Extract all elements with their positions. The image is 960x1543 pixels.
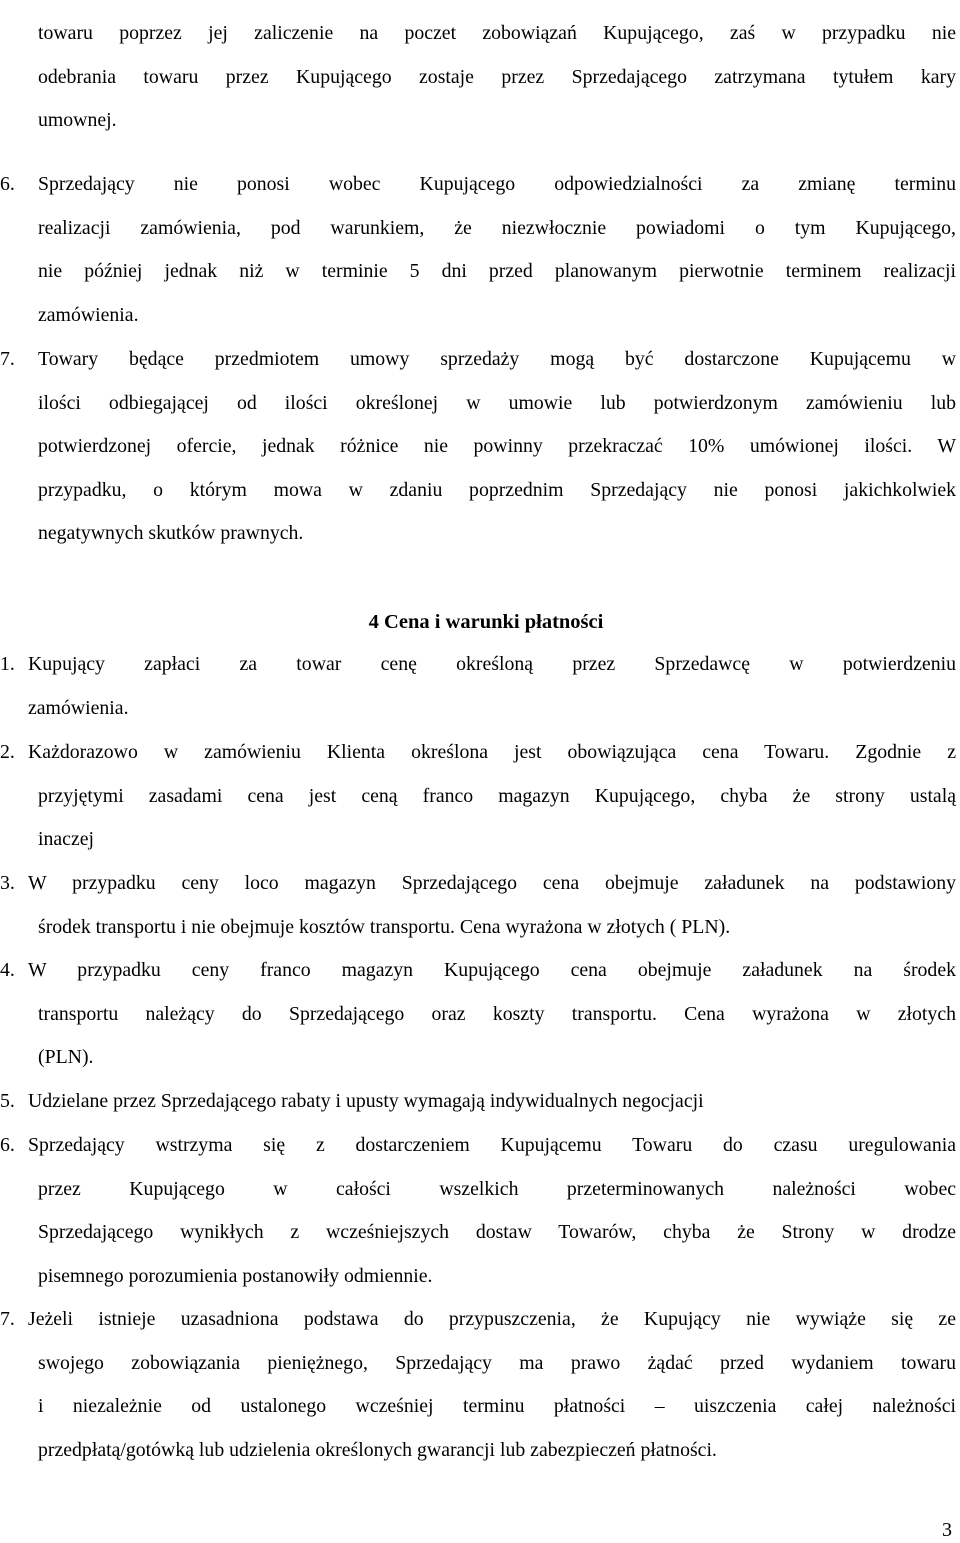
clause-4-2 — [0, 731, 956, 862]
clause-line: ilości odbiegającej od ilości określonej w umowie lub potwierdzonym zamówieniu lub — [38, 391, 956, 414]
clause-text: W przypadku ceny franco magazyn Kupującego cena obejmuje załadunek na środek — [28, 959, 956, 981]
clause-number: 3. — [0, 872, 15, 894]
section-heading-text: 4 Cena i warunki płatności — [368, 611, 604, 633]
clause-text: Sprzedający wstrzyma się z dostarczeniem Kupującemu Towaru do czasu uregulowania — [28, 1134, 956, 1156]
clause-number: 7. — [0, 348, 15, 370]
clause-text: Jeżeli istnieje uzasadniona podstawa do przypuszczenia, że Kupujący nie wywiąże się ze — [28, 1308, 956, 1330]
clause-line — [0, 163, 956, 207]
clause-line: Sprzedającego wynikłych z wcześniejszych dostaw Towarów, chyba że Strony w drodze — [38, 1221, 956, 1244]
continuation-paragraph — [38, 12, 956, 143]
clause-line — [0, 1298, 956, 1342]
clause-3-6 — [0, 163, 956, 337]
clause-line: przedpłatą/gotówką lub udzielenia określonych gwarancji lub zabezpieczeń płatności. — [38, 1438, 717, 1461]
paragraph-line: umownej. — [38, 109, 117, 132]
clause-4-3 — [0, 862, 956, 949]
clause-line: transportu należący do Sprzedającego oraz koszty transportu. Cena wyrażona w złotych — [38, 1002, 956, 1025]
clause-line — [0, 949, 956, 993]
clause-line — [0, 862, 956, 906]
clause-text: Udzielane przez Sprzedającego rabaty i upusty wymagają indywidualnych negocjacji — [28, 1090, 704, 1112]
clause-line — [0, 1080, 956, 1124]
clause-number: 2. — [0, 741, 15, 763]
clause-number: 1. — [0, 653, 15, 675]
clause-line: swojego zobowiązania pieniężnego, Sprzedający ma prawo żądać przed wydaniem towaru — [38, 1351, 956, 1374]
clause-3-7 — [0, 338, 956, 556]
clause-number: 6. — [0, 1134, 15, 1156]
clause-line: przypadku, o którym mowa w zdaniu poprzednim Sprzedający nie ponosi jakichkolwiek — [38, 478, 956, 501]
page-number: 3 — [942, 1519, 952, 1541]
clause-line: zamówienia. — [38, 303, 139, 326]
clause-line: środek transportu i nie obejmuje kosztów transportu. Cena wyrażona w złotych ( PLN). — [38, 915, 731, 938]
clause-line: pisemnego porozumienia postanowiły odmiennie. — [38, 1264, 433, 1287]
clause-line: przez Kupującego w całości wszelkich przeterminowanych należności wobec — [38, 1177, 956, 1200]
clause-number: 7. — [0, 1308, 15, 1330]
clause-line: potwierdzonej ofercie, jednak różnice nie powinny przekraczać 10% umówionej ilości. W — [38, 435, 956, 458]
clause-4-1 — [0, 643, 956, 730]
clause-line — [0, 1124, 956, 1168]
clause-line: (PLN). — [38, 1046, 94, 1069]
clause-4-6 — [0, 1124, 956, 1298]
paragraph-line: odebrania towaru przez Kupującego zostaje przez Sprzedającego zatrzymana tytułem kary — [38, 65, 956, 88]
clause-line: zamówienia. — [28, 696, 129, 719]
clause-number: 5. — [0, 1090, 15, 1112]
paragraph-line: towaru poprzez jej zaliczenie na poczet zobowiązań Kupującego, zaś w przypadku nie — [38, 22, 956, 44]
clause-line: nie później jednak niż w terminie 5 dni przed planowanym pierwotnie terminem realizacji — [38, 260, 956, 283]
clause-line: realizacji zamówienia, pod warunkiem, że niezwłocznie powiadomi o tym Kupującego, — [38, 216, 956, 239]
clause-line: i niezależnie od ustalonego wcześniej terminu płatności – uiszczenia całej należności — [38, 1395, 956, 1418]
clause-line — [0, 643, 956, 687]
clause-line: przyjętymi zasadami cena jest ceną franco magazyn Kupującego, chyba że strony ustalą — [38, 784, 956, 807]
clause-line — [0, 338, 956, 382]
clause-line: negatywnych skutków prawnych. — [38, 522, 304, 545]
clause-text: Kupujący zapłaci za towar cenę określoną przez Sprzedawcę w potwierdzeniu — [28, 653, 956, 675]
clause-text: Sprzedający nie ponosi wobec Kupującego odpowiedzialności za zmianę terminu — [38, 173, 956, 195]
clause-number: 6. — [0, 173, 15, 195]
clause-text: Każdorazowo w zamówieniu Klienta określona jest obowiązująca cena Towaru. Zgodnie z — [28, 741, 956, 763]
clause-text: W przypadku ceny loco magazyn Sprzedającego cena obejmuje załadunek na podstawiony — [28, 872, 956, 894]
clause-4-7 — [0, 1298, 956, 1472]
clause-text: Towary będące przedmiotem umowy sprzedaży mogą być dostarczone Kupującemu w — [38, 348, 956, 370]
clause-4-4 — [0, 949, 956, 1080]
clause-line — [0, 731, 956, 775]
section-heading — [0, 602, 960, 642]
clause-4-5 — [0, 1080, 956, 1124]
clause-line: inaczej — [38, 828, 95, 851]
clause-number: 4. — [0, 959, 15, 981]
